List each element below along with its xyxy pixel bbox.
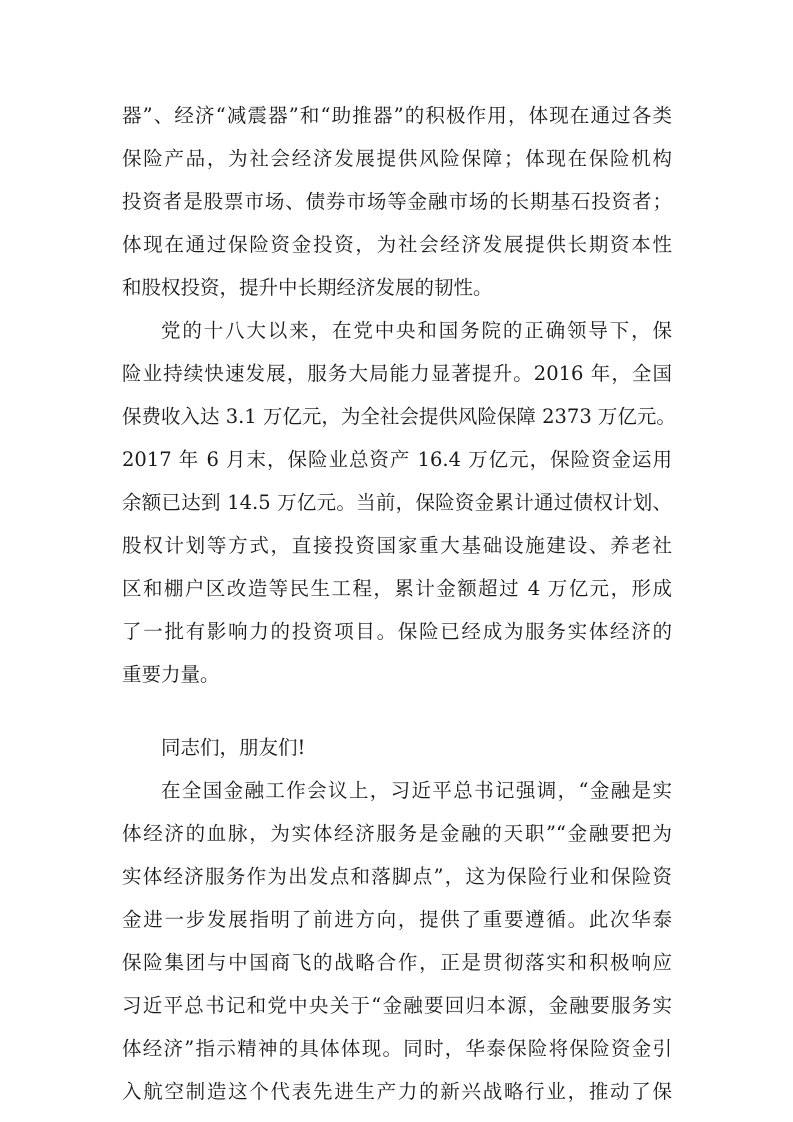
paragraph-4-line-1: 在全国金融工作会议上，习近平总书记强调，“金融是实 — [161, 779, 672, 802]
paragraph-1-line-3: 投资者是股票市场、债券市场等金融市场的长期基石投资者； — [122, 190, 672, 213]
paragraph-2-line-7: 区和棚户区改造等民生工程，累计金额超过 4 万亿元，形成 — [122, 577, 672, 600]
paragraph-4-line-7: 体经济”指示精神的具体体现。同时，华泰保险将保险资金引 — [122, 1037, 672, 1060]
paragraph-2-line-4: 2017 年 6 月末，保险业总资产 16.4 万亿元，保险资金运用 — [122, 448, 672, 471]
paragraph-1-line-5: 和股权投资，提升中长期经济发展的韧性。 — [122, 276, 493, 299]
paragraph-2-line-9: 重要力量。 — [122, 663, 220, 686]
paragraph-1-line-4: 体现在通过保险资金投资，为社会经济发展提供长期资本性 — [122, 233, 672, 256]
paragraph-2-line-1: 党的十八大以来，在党中央和国务院的正确领导下，保 — [161, 319, 672, 342]
paragraph-2-line-3: 保费收入达 3.1 万亿元，为全社会提供风险保障 2373 万亿元。 — [122, 405, 676, 428]
paragraph-4-line-6: 习近平总书记和党中央关于“金融要回归本源，金融要服务实 — [122, 994, 672, 1017]
paragraph-2-line-2: 险业持续快速发展，服务大局能力显著提升。2016 年，全国 — [122, 362, 672, 385]
paragraph-4-line-8: 入航空制造这个代表先进生产力的新兴战略行业，推动了保 — [122, 1080, 672, 1103]
paragraph-4-line-2: 体经济的血脉，为实体经济服务是金融的天职”“金融要把为 — [122, 822, 672, 845]
paragraph-2-line-6: 股权计划等方式，直接投资国家重大基础设施建设、养老社 — [122, 534, 672, 557]
greeting-line: 同志们，朋友们! — [161, 736, 306, 759]
paragraph-2-line-8: 了一批有影响力的投资项目。保险已经成为服务实体经济的 — [122, 620, 672, 643]
paragraph-2-line-5: 余额已达到 14.5 万亿元。当前，保险资金累计通过债权计划、 — [122, 491, 672, 514]
paragraph-4-line-5: 保险集团与中国商飞的战略合作，正是贯彻落实和积极响应 — [122, 951, 672, 974]
paragraph-1-line-2: 保险产品，为社会经济发展提供风险保障；体现在保险机构 — [122, 147, 672, 170]
paragraph-4-line-3: 实体经济服务作为出发点和落脚点”，这为保险行业和保险资 — [122, 865, 672, 888]
paragraph-4-line-4: 金进一步发展指明了前进方向，提供了重要遵循。此次华泰 — [122, 908, 672, 931]
paragraph-1-line-1: 器”、经济“减震器”和“助推器”的积极作用，体现在通过各类 — [122, 104, 672, 127]
